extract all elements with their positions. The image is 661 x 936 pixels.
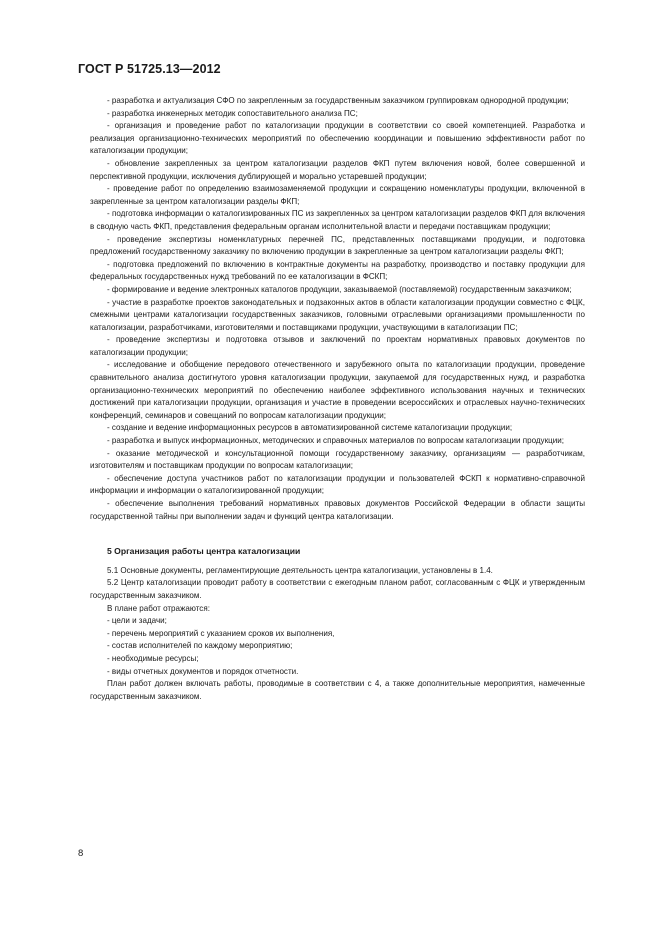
list-item: - подготовка информации о каталогизированных ПС из закрепленных за центром каталогизации разделов ФКП для включения в сводную часть ФКП, представления федеральным органам исполнительной власти и передачи поставщикам продукции; <box>90 209 585 231</box>
list-item: - разработка и выпуск информационных, методических и справочных материалов по вопросам каталогизации продукции; <box>107 436 564 446</box>
list-item: - организация и проведение работ по каталогизации продукции в соответствии со своей компетенцией. Разработка и реализация организационно-технических мероприятий по обеспечению координации и повышению эффективности работ по каталогизации продукции; <box>90 121 585 156</box>
list-item: - разработка инженерных методик сопоставительного анализа ПС; <box>107 108 358 118</box>
list-item: - оказание методической и консультационной помощи государственному заказчику, организациям — разработчикам, изготовителям и поставщикам продукции по вопросам каталогизации; <box>90 448 585 471</box>
list-item: - подготовка предложений по включению в контрактные документы на разработку, производство и поставку продукции для федеральных государственных нужд требований по ее каталогизации в ФСКП; <box>90 259 585 282</box>
list-item: - исследование и обобщение передового отечественного и зарубежного опыта по каталогизации продукции, проведение сравнительного анализа достигнутого уровня каталогизации продукции, закупаемой для государственных нужд, и разработка организационно-технических мероприятий по обеспечению наиболее эффективного использования научных и технических достижений при каталогизации продукции, организация и участие в проведении всероссийских и отраслевых научно-технических конференций, семинаров и совещаний по вопросам каталогизации продукции; <box>90 360 585 420</box>
list-item: - обеспечение доступа участников работ по каталогизации продукции и пользователей ФСКП к нормативно-справочной информации и информации о каталогизированной продукции; <box>90 473 585 496</box>
list-item: - виды отчетных документов и порядок отчетности. <box>107 666 299 676</box>
list-item: - необходимые ресурсы; <box>107 653 199 663</box>
list-item: - проведение экспертизы и подготовка отзывов и заключений по проектам нормативных правовых документов по каталогизации продукции; <box>90 335 585 357</box>
page-number: 8 <box>78 848 84 859</box>
list-item: - состав исполнителей по каждому мероприятию; <box>107 641 293 651</box>
list-item: - обеспечение выполнения требований нормативных правовых документов Российской Федерации в области защиты государственной тайны при выполнении задач и функций центра каталогизации. <box>90 499 585 521</box>
paragraph: План работ должен включать работы, проводимые в соответствии с 4, а также дополнительные мероприятия, намеченные государственным заказчиком. <box>90 679 585 701</box>
list-item: - формирование и ведение электронных каталогов продукции, заказываемой (поставляемой) государственным заказчиком; <box>107 284 572 294</box>
paragraph: В плане работ отражаются: <box>107 603 210 613</box>
paragraph: 5.2 Центр каталогизации проводит работу в соответствии с ежегодным планом работ, согласованным с ФЦК и утвержденным государственным заказчиком. <box>90 578 585 600</box>
document-header: ГОСТ Р 51725.13—2012 <box>78 62 221 76</box>
list-item: - участие в разработке проектов законодательных и подзаконных актов в области каталогизации продукции совместно с ФЦК, смежными центрами каталогизации государственных заказчиков, головными отраслевыми организациями промышленности по каталогизации, разработчиками, изготовителями и поставщиками продукции, участвующими в каталогизации ПС; <box>90 297 585 332</box>
list-item: - перечень мероприятий с указанием сроков их выполнения, <box>107 628 335 638</box>
list-item: - проведение экспертизы номенклатурных перечней ПС, представленных поставщиками продукции, и подготовка предложений государственному заказчику по включению продукции в закрепленные за центром каталогизации разделы ФКП; <box>90 234 585 257</box>
list-item: - создание и ведение информационных ресурсов в автоматизированной системе каталогизации продукции; <box>107 423 513 433</box>
list-item: - обновление закрепленных за центром каталогизации разделов ФКП путем включения новой, более совершенной и перспективной продукции, исключения дублирующей и морально устаревшей продукции; <box>90 158 585 181</box>
document-body <box>90 95 585 703</box>
list-item: - проведение работ по определению взаимозаменяемой продукции и сокращению номенклатуры продукции, включенной в закрепленные за центром каталогизации разделы ФКП; <box>90 184 585 206</box>
section-heading: 5 Организация работы центра каталогизации <box>107 546 301 557</box>
list-item: - разработка и актуализация СФО по закрепленным за государственным заказчиком группировкам однородной продукции; <box>107 96 569 105</box>
paragraph: 5.1 Основные документы, регламентирующие деятельность центра каталогизации, установлены в 1.4. <box>107 565 493 575</box>
list-item: - цели и задачи; <box>107 616 167 626</box>
